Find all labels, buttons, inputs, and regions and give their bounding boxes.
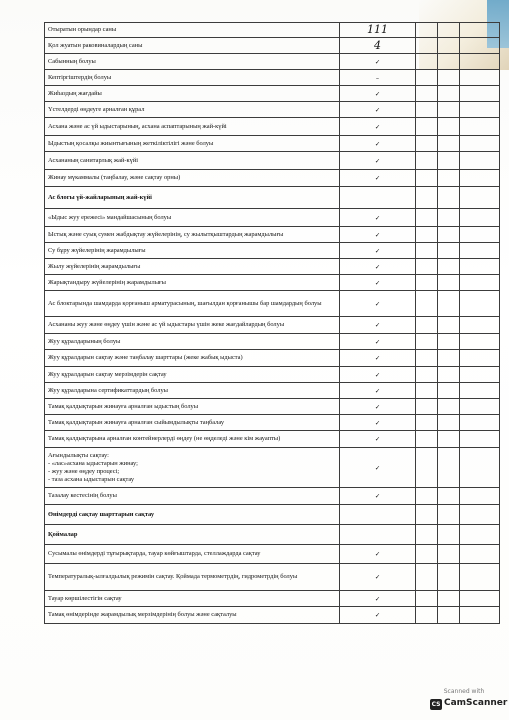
table-row <box>45 243 500 259</box>
row-label: Ас блогы үй-жайларының жай-күйі <box>45 187 340 209</box>
watermark-caption: Scanned with <box>443 688 485 695</box>
empty-cell <box>416 118 438 136</box>
table-row <box>45 102 500 118</box>
handwritten-mark <box>340 505 416 525</box>
row-label: Су бұру жүйелерінің жарамдылығы <box>45 243 340 259</box>
empty-cell <box>460 152 500 170</box>
empty-cell <box>460 243 500 259</box>
empty-cell <box>416 227 438 243</box>
table-row <box>45 545 500 564</box>
empty-cell <box>416 399 438 415</box>
handwritten-mark: ✓ <box>340 415 416 431</box>
table-row <box>45 448 500 488</box>
row-label: Асхана және ас үй ыдыстарының, асхана аспаптарының жай-күйі <box>45 118 340 136</box>
empty-cell <box>438 152 460 170</box>
empty-cell <box>460 488 500 505</box>
handwritten-mark: 111 <box>340 23 416 38</box>
empty-cell <box>438 564 460 591</box>
row-label: Сусымалы өнімдерді тұғырықтарда, тауар көйғыштарда, стеллаждарда сақтау <box>45 545 340 564</box>
empty-cell <box>416 152 438 170</box>
handwritten-mark: 4 <box>340 38 416 54</box>
row-label: Тамақ қалдықтарына арналған контейнерлерді өңдеу (не өңделеді және кім жауапты) <box>45 431 340 448</box>
empty-cell <box>460 275 500 291</box>
empty-cell <box>460 209 500 227</box>
table-row <box>45 367 500 383</box>
row-label: Ыстық және суық сумен жабдықтау жүйелерінің, су жылытқыштардың жарамдылығы <box>45 227 340 243</box>
empty-cell <box>416 275 438 291</box>
handwritten-mark: ✓ <box>340 118 416 136</box>
empty-cell <box>438 591 460 607</box>
empty-cell <box>438 102 460 118</box>
empty-cell <box>438 367 460 383</box>
camscanner-logo-icon: CS <box>431 701 441 708</box>
table-row <box>45 136 500 152</box>
row-label: Ағындылықты сақтау: - «лас»асхана ыдыстарын жинау; - жуу және өңдеу процесі; - таза асхана ыдыстарын сақтау <box>45 448 340 488</box>
empty-cell <box>438 431 460 448</box>
handwritten-mark: ✓ <box>340 86 416 102</box>
table-row <box>45 275 500 291</box>
handwritten-mark: ✓ <box>340 136 416 152</box>
table-row <box>45 317 500 334</box>
table-row <box>45 227 500 243</box>
empty-cell <box>438 317 460 334</box>
empty-cell <box>438 227 460 243</box>
empty-cell <box>438 70 460 86</box>
row-label: Жинау мүкаммалы (таңбалау, және сақтау орны) <box>45 170 340 187</box>
empty-cell <box>460 607 500 624</box>
handwritten-mark: ✓ <box>340 227 416 243</box>
empty-cell <box>416 591 438 607</box>
table-row <box>45 70 500 86</box>
empty-cell <box>438 54 460 70</box>
row-label: Кептіргіштердің болуы <box>45 70 340 86</box>
empty-cell <box>460 505 500 525</box>
row-label: Асхананың санитарлық жай-күйі <box>45 152 340 170</box>
row-label: Тазалау кестесінің болуы <box>45 488 340 505</box>
empty-cell <box>438 23 460 38</box>
empty-cell <box>438 350 460 367</box>
empty-cell <box>416 350 438 367</box>
row-label: Сабынның болуы <box>45 54 340 70</box>
empty-cell <box>416 136 438 152</box>
table-row <box>45 86 500 102</box>
handwritten-mark <box>340 525 416 545</box>
handwritten-mark <box>340 187 416 209</box>
empty-cell <box>460 170 500 187</box>
empty-cell <box>460 70 500 86</box>
empty-cell <box>416 525 438 545</box>
empty-cell <box>416 415 438 431</box>
handwritten-mark: ✓ <box>340 102 416 118</box>
empty-cell <box>460 334 500 350</box>
handwritten-mark: ✓ <box>340 259 416 275</box>
row-label: Отыратын орындар саны <box>45 23 340 38</box>
handwritten-mark: ✓ <box>340 209 416 227</box>
handwritten-mark: ✓ <box>340 350 416 367</box>
empty-cell <box>438 259 460 275</box>
row-label: Қол жуатын раковиналардың саны <box>45 38 340 54</box>
empty-cell <box>460 448 500 488</box>
handwritten-mark: ✓ <box>340 152 416 170</box>
handwritten-mark: ✓ <box>340 334 416 350</box>
empty-cell <box>416 431 438 448</box>
empty-cell <box>460 383 500 399</box>
handwritten-mark: ✓ <box>340 275 416 291</box>
handwritten-mark: ✓ <box>340 607 416 624</box>
empty-cell <box>460 187 500 209</box>
empty-cell <box>460 86 500 102</box>
table-row <box>45 415 500 431</box>
camscanner-watermark <box>428 688 508 714</box>
table-row <box>45 54 500 70</box>
row-label: Жуу құралдарының болуы <box>45 334 340 350</box>
row-label: Жуу құралдарын сақтау және таңбалау шарттары (жеке жабық ыдыста) <box>45 350 340 367</box>
empty-cell <box>438 525 460 545</box>
empty-cell <box>416 383 438 399</box>
handwritten-mark: ✓ <box>340 243 416 259</box>
row-label: Ас блоктарында шамдарда қорғаныш арматурасының, шағылдан қорғанышы бар шамдардың болуы <box>45 291 340 317</box>
row-label: Қоймалар <box>45 525 340 545</box>
empty-cell <box>416 243 438 259</box>
handwritten-mark: ✓ <box>340 367 416 383</box>
row-label: Жуу құралдарына сертификаттардың болуы <box>45 383 340 399</box>
empty-cell <box>460 38 500 54</box>
empty-cell <box>438 505 460 525</box>
empty-cell <box>416 545 438 564</box>
empty-cell <box>416 54 438 70</box>
row-label: Өнімдерді сақтау шарттарын сақтау <box>45 505 340 525</box>
empty-cell <box>438 334 460 350</box>
empty-cell <box>460 136 500 152</box>
empty-cell <box>460 102 500 118</box>
row-label: Тауар көршілестігін сақтау <box>45 591 340 607</box>
handwritten-mark: ✓ <box>340 383 416 399</box>
empty-cell <box>416 367 438 383</box>
table-row <box>45 170 500 187</box>
empty-cell <box>438 209 460 227</box>
empty-cell <box>460 259 500 275</box>
row-label: Асхананы жуу және өңдеу үшін және ас үй ыдыстары үшін жеке жағдайлардың болуы <box>45 317 340 334</box>
row-label: Ыдыстың қосалқы жиынтығының жеткіліктілігі және болуы <box>45 136 340 152</box>
handwritten-mark: ✓ <box>340 431 416 448</box>
empty-cell <box>438 415 460 431</box>
table-row <box>45 564 500 591</box>
section-row <box>45 187 500 209</box>
handwritten-mark: – <box>340 70 416 86</box>
empty-cell <box>438 187 460 209</box>
table-row <box>45 607 500 624</box>
handwritten-mark: ✓ <box>340 564 416 591</box>
table-row <box>45 350 500 367</box>
empty-cell <box>438 243 460 259</box>
empty-cell <box>416 334 438 350</box>
handwritten-mark: ✓ <box>340 591 416 607</box>
empty-cell <box>438 607 460 624</box>
empty-cell <box>460 54 500 70</box>
empty-cell <box>438 399 460 415</box>
empty-cell <box>416 70 438 86</box>
row-label: Жиһаздың жағдайы <box>45 86 340 102</box>
empty-cell <box>460 545 500 564</box>
row-label: Жарықтандыру жүйелерінің жарамдылығы <box>45 275 340 291</box>
empty-cell <box>416 607 438 624</box>
empty-cell <box>460 591 500 607</box>
empty-cell <box>460 317 500 334</box>
handwritten-mark: ✓ <box>340 291 416 317</box>
empty-cell <box>460 23 500 38</box>
row-label: «Ыдыс жуу ережесі» мандайшасының болуы <box>45 209 340 227</box>
empty-cell <box>416 505 438 525</box>
handwritten-mark: ✓ <box>340 488 416 505</box>
table-row <box>45 38 500 54</box>
table-row <box>45 23 500 38</box>
inspection-checklist-table <box>44 22 500 624</box>
empty-cell <box>416 102 438 118</box>
empty-cell <box>416 209 438 227</box>
empty-cell <box>438 170 460 187</box>
row-label: Тамақ қалдықтарын жинауға арналған ыдыстың болуы <box>45 399 340 415</box>
table-row <box>45 383 500 399</box>
table-row <box>45 399 500 415</box>
empty-cell <box>438 118 460 136</box>
handwritten-mark: ✓ <box>340 170 416 187</box>
empty-cell <box>416 488 438 505</box>
empty-cell <box>438 545 460 564</box>
watermark-brand: CamScanner <box>444 698 508 708</box>
empty-cell <box>438 136 460 152</box>
row-label: Жуу құралдарын сақтау мерзімдерін сақтау <box>45 367 340 383</box>
empty-cell <box>460 564 500 591</box>
empty-cell <box>460 415 500 431</box>
empty-cell <box>416 38 438 54</box>
handwritten-mark: ✓ <box>340 54 416 70</box>
empty-cell <box>460 350 500 367</box>
table-row <box>45 431 500 448</box>
table-row <box>45 591 500 607</box>
handwritten-mark: ✓ <box>340 317 416 334</box>
empty-cell <box>416 291 438 317</box>
section-row <box>45 525 500 545</box>
table-row <box>45 488 500 505</box>
row-label: Тамақ қалдықтарын жинауға арналған сыйымдылықты таңбалау <box>45 415 340 431</box>
empty-cell <box>460 118 500 136</box>
table-row <box>45 152 500 170</box>
empty-cell <box>460 431 500 448</box>
row-label: Үстелдерді өңдеуге арналған құрал <box>45 102 340 118</box>
empty-cell <box>460 227 500 243</box>
handwritten-mark: ✓ <box>340 448 416 488</box>
empty-cell <box>416 86 438 102</box>
empty-cell <box>438 38 460 54</box>
table-row <box>45 291 500 317</box>
handwritten-mark: ✓ <box>340 545 416 564</box>
table-row <box>45 259 500 275</box>
table-row <box>45 334 500 350</box>
row-label: Тамақ өнімдерінде жарамдылық мерзімдерінің болуы және сақталуы <box>45 607 340 624</box>
empty-cell <box>416 259 438 275</box>
handwritten-mark: ✓ <box>340 399 416 415</box>
table-row <box>45 118 500 136</box>
empty-cell <box>416 170 438 187</box>
table-row <box>45 209 500 227</box>
empty-cell <box>416 448 438 488</box>
empty-cell <box>438 86 460 102</box>
empty-cell <box>416 564 438 591</box>
row-label: Жылу жүйелерінің жарамдылығы <box>45 259 340 275</box>
empty-cell <box>438 448 460 488</box>
section-row <box>45 505 500 525</box>
empty-cell <box>438 383 460 399</box>
empty-cell <box>438 488 460 505</box>
empty-cell <box>416 187 438 209</box>
empty-cell <box>416 317 438 334</box>
empty-cell <box>416 23 438 38</box>
empty-cell <box>460 291 500 317</box>
row-label: Температуралық-ылғалдылық режимін сақтау. Қоймада термометрдің, гидрометрдің болуы <box>45 564 340 591</box>
empty-cell <box>460 525 500 545</box>
empty-cell <box>438 291 460 317</box>
empty-cell <box>438 275 460 291</box>
empty-cell <box>460 367 500 383</box>
empty-cell <box>460 399 500 415</box>
